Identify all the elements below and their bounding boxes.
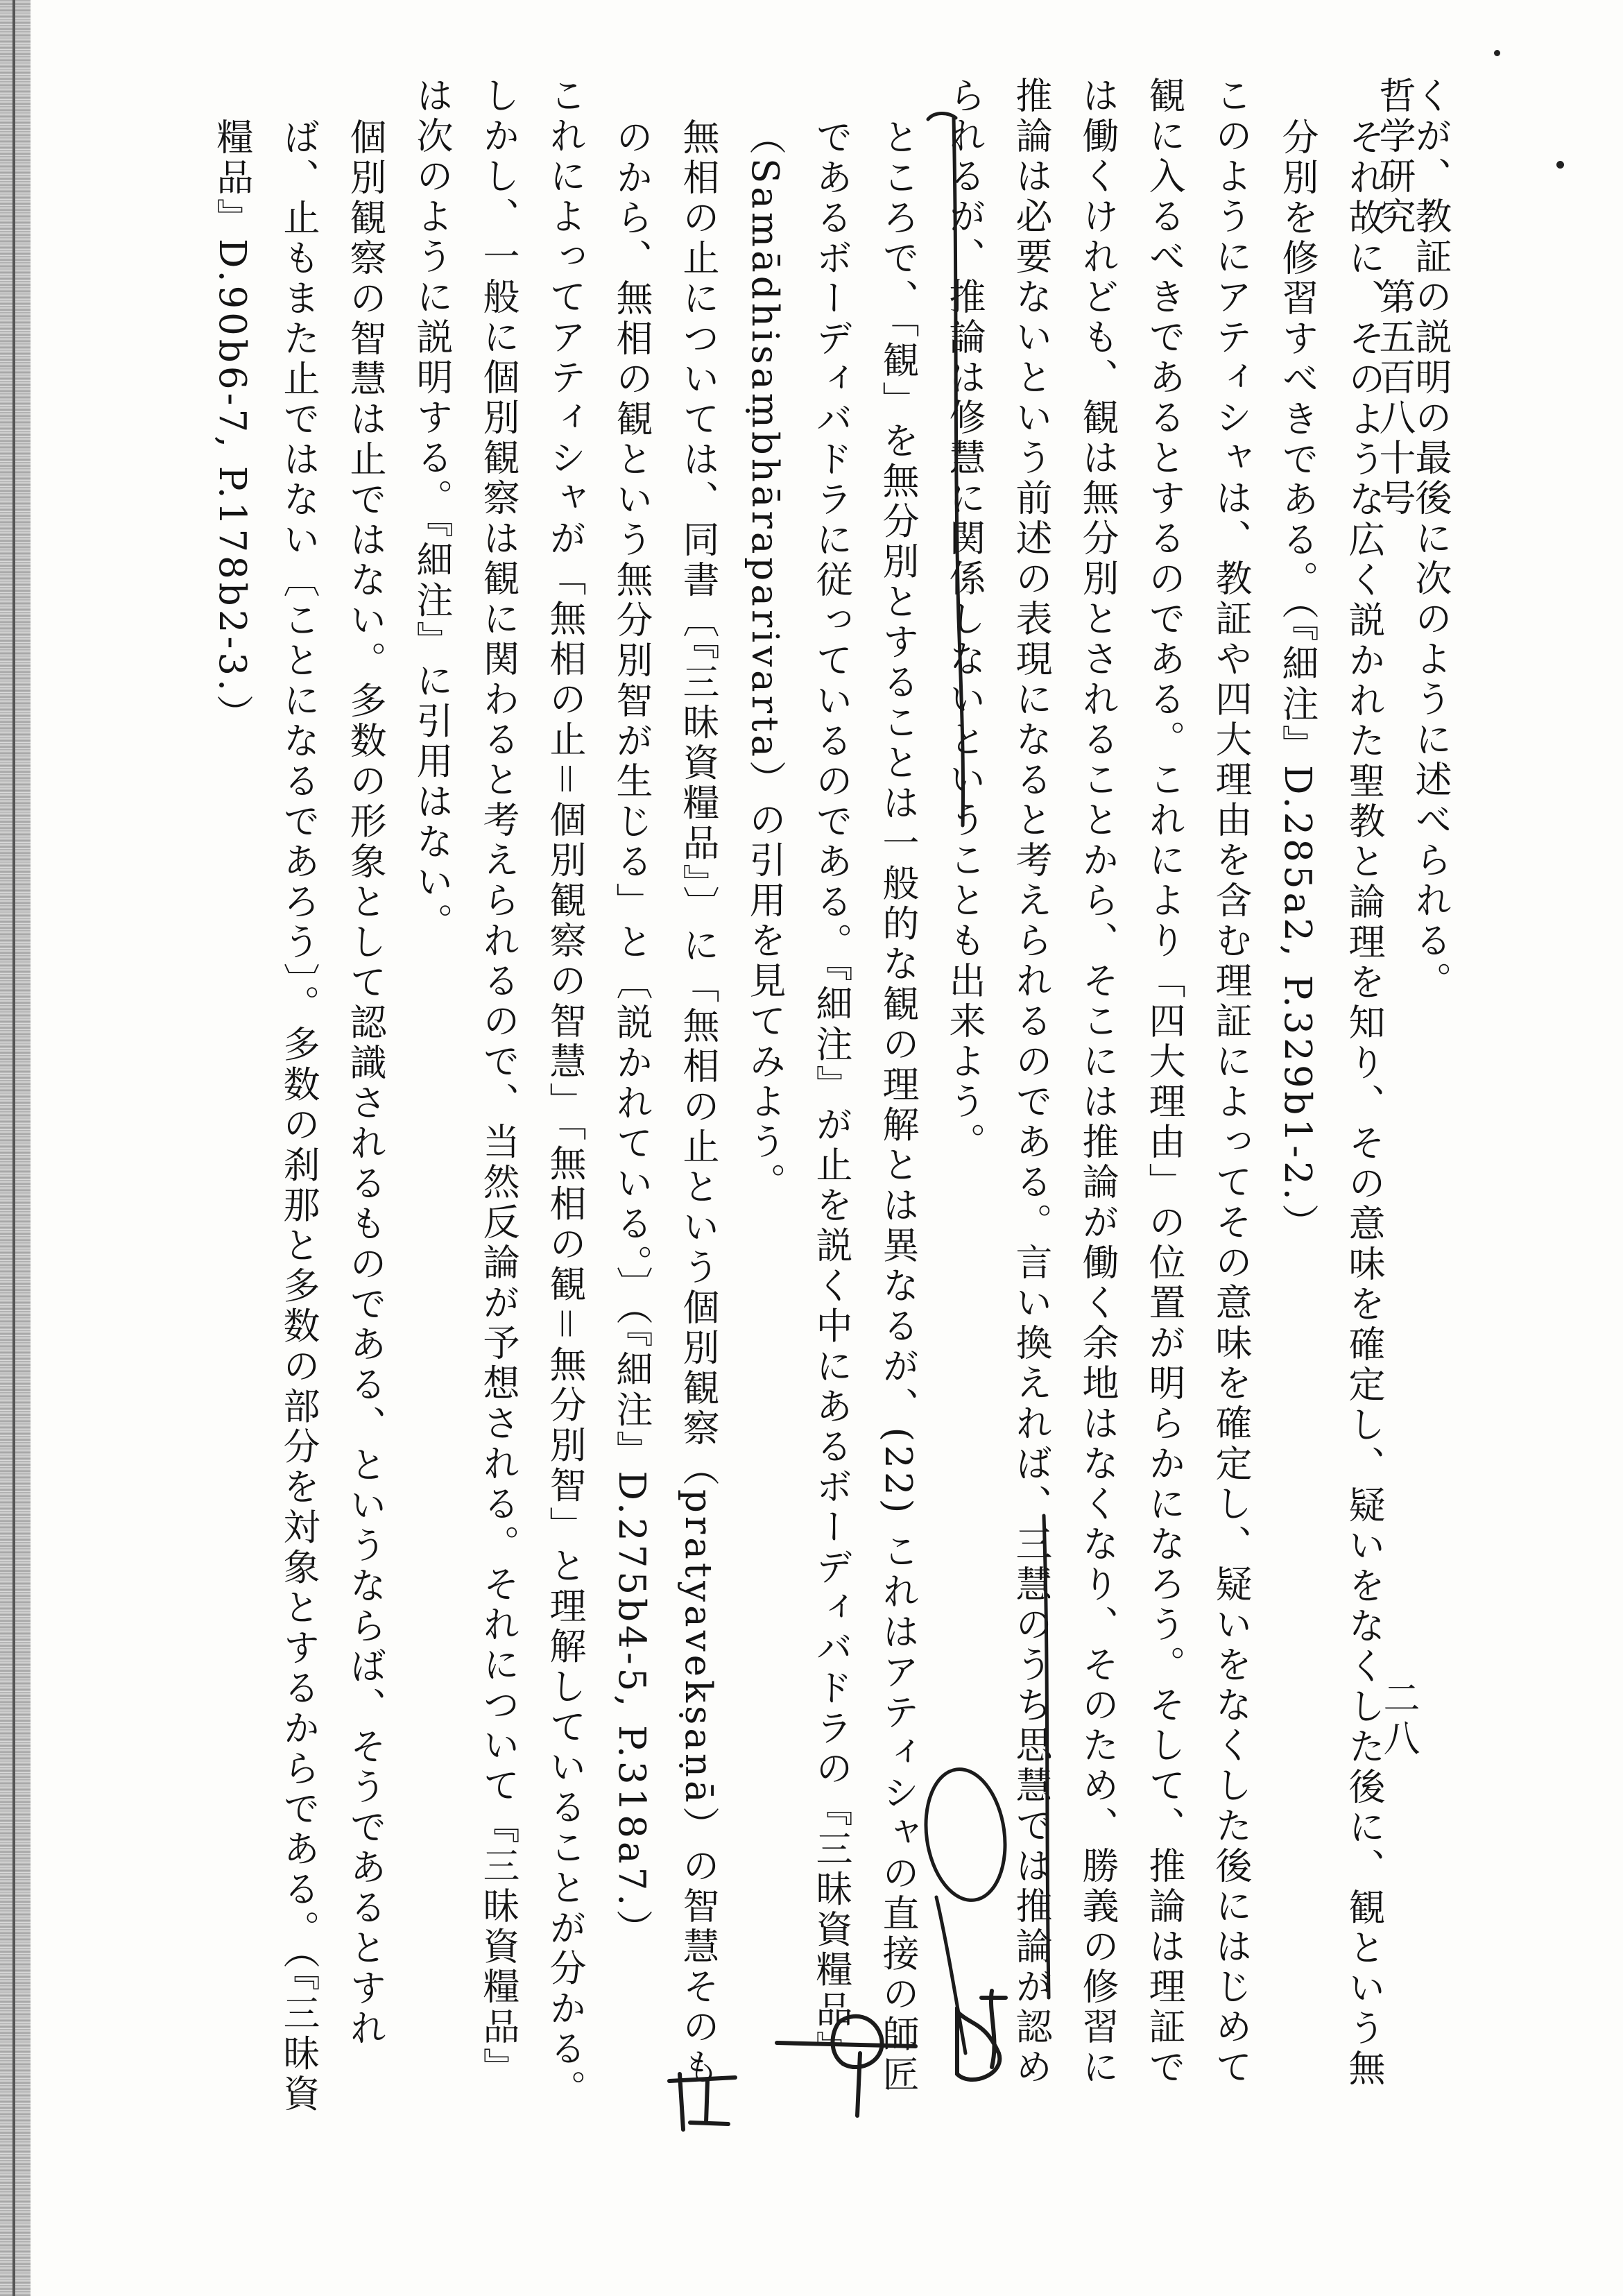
paragraph-1: くが、教証の説明の最後に次のように述べられる。	[1409, 76, 1452, 1002]
body-text	[211, 76, 1463, 2123]
scan-speck-2	[1556, 161, 1564, 169]
block-quote-3: 個別観察の智慧は止ではない。多数の形象として認識されるものである、というならば、そうであるとすれば、止もまた止ではない〔ことになるであろう〕。多数の刹那と多数の部分を対象とするからである。（『三昧資糧品』D.90b6-7, P.178b2-3.）	[211, 118, 386, 2115]
paragraph-4: これによってアティシャが「無相の止＝個別観察の智慧」「無相の観＝無分別智」と理解していることが分かる。しかし、一般に個別観察は観に関わると考えられるので、当然反論が予想される。それについて『三昧資糧品』は次のように説明する。『細注』に引用はない。	[411, 76, 586, 2110]
block-quote-1: それ故に、そのような広く説かれた聖教と論理を知り、その意味を確定し、疑いをなくした後に、観という無分別を修習すべきである。（『細注』D.285a2, P.329b1-2.）	[1276, 118, 1385, 2089]
scan-speck-1	[1494, 50, 1500, 56]
body-text-area	[211, 76, 1463, 2206]
page-number: 二八	[1377, 1679, 1420, 1759]
paragraph-3: ところで、「観」を無分別とすることは一般的な観の理解とは異なるが、(22) これはアティシャの直接の師匠であるボーディバドラに従っているのである。『細注』が止を説く中にあるボーディバドラの『三昧資糧品』（Samādhisaṃbhāraparivarta）の引用を見てみよう。	[744, 118, 919, 2096]
paragraph-2: このようにアティシャは、教証や四大理由を含む理証によってその意味を確定し、疑いをなくした後にはじめて観に入るべきであるとするのである。これにより「四大理由」の位置が明らかになろう。そして、推論は理証では働くけれども、観は無分別とされることから、そこには推論が働く余地はなくなり、そのため、勝義の修習に推論は必要ないという前述の表現になると考えられるのである。言い換えれば、三慧のうち思慧では推論が認められるが、推論は修慧に関係しないということも出来よう。	[943, 76, 1252, 2088]
running-head: 哲学研究 第五百八十号	[1373, 76, 1416, 519]
binding-edge-shadow	[0, 0, 31, 2296]
binding-edge-line	[12, 0, 15, 2296]
block-quote-2: 無相の止については、同書〔『三昧資糧品』〕に「無相の止という個別観察（pratyavekṣaṇā）の智慧そのものから、無相の観という無分別智が生じる」と〔説かれている。〕（『細注』D.275b4-5, P.318a7.）	[610, 118, 719, 2088]
